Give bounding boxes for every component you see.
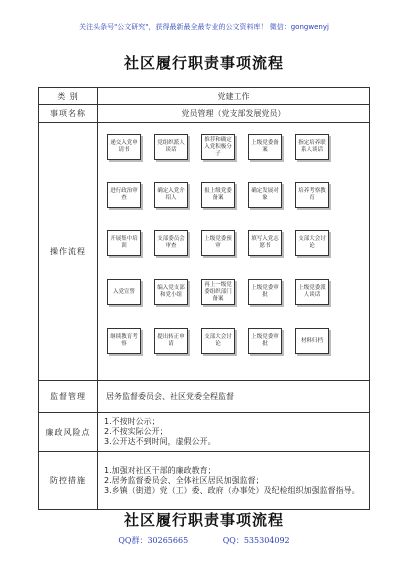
prevention-item: 2.居务监督委员会、全体社区居民加强监督； [104, 475, 264, 485]
flow-step-box: 确定发展对象 [248, 182, 282, 208]
row-risk [39, 413, 370, 452]
header-banner: 关注头条号"公文研究"，获得最新最全最专业的公文资料库！ 微信：gongwenyj [79, 23, 329, 31]
process-flowchart [98, 123, 369, 380]
flow-step-box: 编入党支部和党小组 [154, 279, 188, 305]
prevention-item: 3.乡镇（街道）党（工）委、政府（办事处）及纪检组织加强监督指导。 [104, 485, 360, 495]
flow-step-box: 上级党委备案 [248, 134, 282, 160]
prevention-list [98, 452, 370, 510]
qq-group-text: QQ群：30265665 [118, 536, 189, 545]
flow-step-box: 上级党委审批 [248, 279, 282, 305]
flow-step-box: 填写入党志愿书 [248, 230, 282, 256]
risk-label: 廉政风险点 [39, 413, 98, 452]
row-category [39, 88, 370, 105]
flow-step-box: 党组织派人谈话 [154, 134, 188, 160]
row-prevention [39, 452, 370, 510]
supervision-label: 监督管理 [39, 381, 98, 413]
row-item-name [39, 105, 370, 123]
flow-step-box: 支部大会讨论 [201, 328, 235, 354]
flow-step-box: 递交入党申请书 [107, 134, 141, 160]
risk-item: 2.不按实际公开； [104, 427, 168, 436]
process-table [38, 87, 370, 510]
flow-step-box: 培养考察教育 [295, 182, 329, 208]
row-supervision [39, 381, 370, 413]
prevention-label: 防控措施 [39, 452, 98, 510]
flow-step-box: 开展集中培训 [107, 230, 141, 256]
flow-step-box: 支部大会讨论 [295, 230, 329, 256]
flow-step-box: 上级党委预审 [201, 230, 235, 256]
prevention-item: 1.加强对社区干部的廉政教育； [104, 465, 216, 475]
flow-step-box: 继续教育考察 [107, 328, 141, 354]
flow-step-box: 材料归档 [295, 328, 329, 354]
item-name-value: 党员管理（党支部发展党员） [98, 105, 370, 123]
risk-list [98, 413, 370, 452]
supervision-value: 居务监督委员会、社区党委全程监督 [98, 381, 370, 413]
flow-step-box: 报上级党委备案 [201, 182, 235, 208]
flow-step-box: 确定入党介绍人 [154, 182, 188, 208]
flow-step-box: 入党宣誓 [107, 279, 141, 305]
flow-step-box: 指定培养联系人谈话 [295, 134, 329, 160]
category-value: 党建工作 [98, 88, 370, 105]
flow-step-box: 提出转正申请 [154, 328, 188, 354]
flow-step-box: 上级党委审批 [248, 328, 282, 354]
page-title: 社区履行职责事项流程 [123, 54, 284, 72]
process-flow-cell [98, 123, 370, 381]
item-name-label: 事项名称 [39, 105, 98, 123]
category-label: 类 别 [39, 88, 98, 105]
contact-line [0, 535, 408, 546]
risk-item: 1.不按时公示； [104, 417, 160, 426]
process-label: 操作流程 [39, 123, 98, 381]
flow-step-box: 推荐和确定入党积极分子 [201, 134, 235, 160]
risk-item: 3.公开达不到时间，虚假公开。 [104, 437, 216, 446]
footer-title: 社区履行职责事项流程 [123, 511, 284, 529]
flow-step-box: 进行政治审查 [107, 182, 141, 208]
flow-step-box: 再上一级党委组织部门备案 [201, 279, 235, 305]
row-process [39, 123, 370, 381]
flow-step-box: 上级党委派人谈话 [295, 279, 329, 305]
flow-step-box: 支部委员会审查 [154, 230, 188, 256]
qq-text: QQ：535304092 [222, 536, 290, 545]
